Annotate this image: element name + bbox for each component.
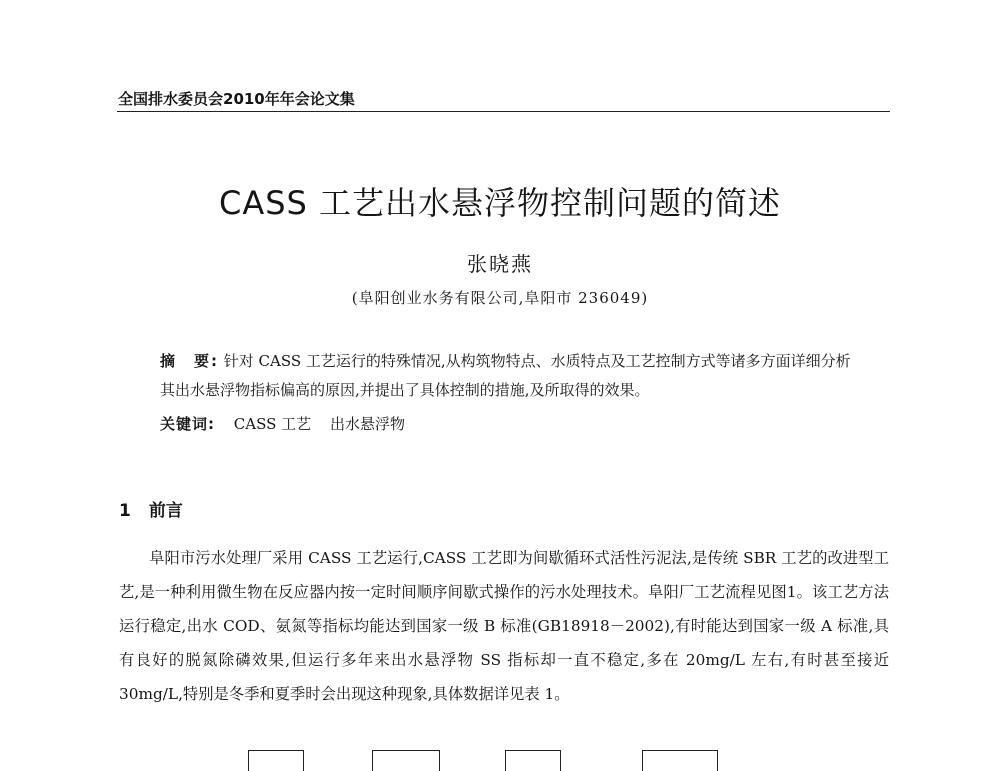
figure-1-box xyxy=(505,750,561,771)
figure-1-box xyxy=(248,750,304,771)
abstract xyxy=(160,347,860,405)
figure-1-box xyxy=(372,750,440,771)
section-paragraph xyxy=(119,541,889,711)
keywords-label: 关键词: xyxy=(160,415,215,433)
section-title: 前言 xyxy=(148,501,183,521)
keyword-item: 出水悬浮物 xyxy=(329,415,405,433)
author-affiliation: (阜阳创业水务有限公司,阜阳市 236049) xyxy=(351,289,649,307)
author-name: 张晓燕 xyxy=(467,252,533,276)
section-heading xyxy=(119,496,183,521)
paragraph-text: 阜阳市污水处理厂采用 CASS 工艺运行,CASS 工艺即为间歇循环式活性污泥法,是传统 SBR 工艺的改进型工艺,是一种利用微生物在反应器内按一定时间顺序间歇式操作的污水处理技术。阜阳厂工艺流程见图1。该工艺方法运行稳定,出水 COD、氨氮等指标均能达到国家一级 B 标准(GB18918－2002),有时能达到国家一级 A 标准,具有良好的脱氮除磷效果,但运行多年来出水悬浮物 SS 指标却一直不稳定,多在 20mg/L 左右,有时甚至接近 30mg/L,特别是冬季和夏季时会出现这种现象,具体数据详见表 1。 xyxy=(119,549,889,703)
running-head: 全国排水委员会2010年年会论文集 xyxy=(118,90,355,108)
abstract-label: 摘 要: xyxy=(160,352,219,370)
abstract-text: 针对 CASS 工艺运行的特殊情况,从构筑物特点、水质特点及工艺控制方式等诸多方面详细分析其出水悬浮物指标偏高的原因,并提出了具体控制的措施,及所取得的效果。 xyxy=(160,352,851,399)
figure-1-box xyxy=(642,750,718,771)
paper-title: CASS 工艺出水悬浮物控制问题的简述 xyxy=(218,184,782,222)
keyword-item: CASS 工艺 xyxy=(233,415,312,433)
keywords xyxy=(160,413,405,434)
section-number: 1 xyxy=(119,501,131,521)
header-rule xyxy=(117,111,890,112)
